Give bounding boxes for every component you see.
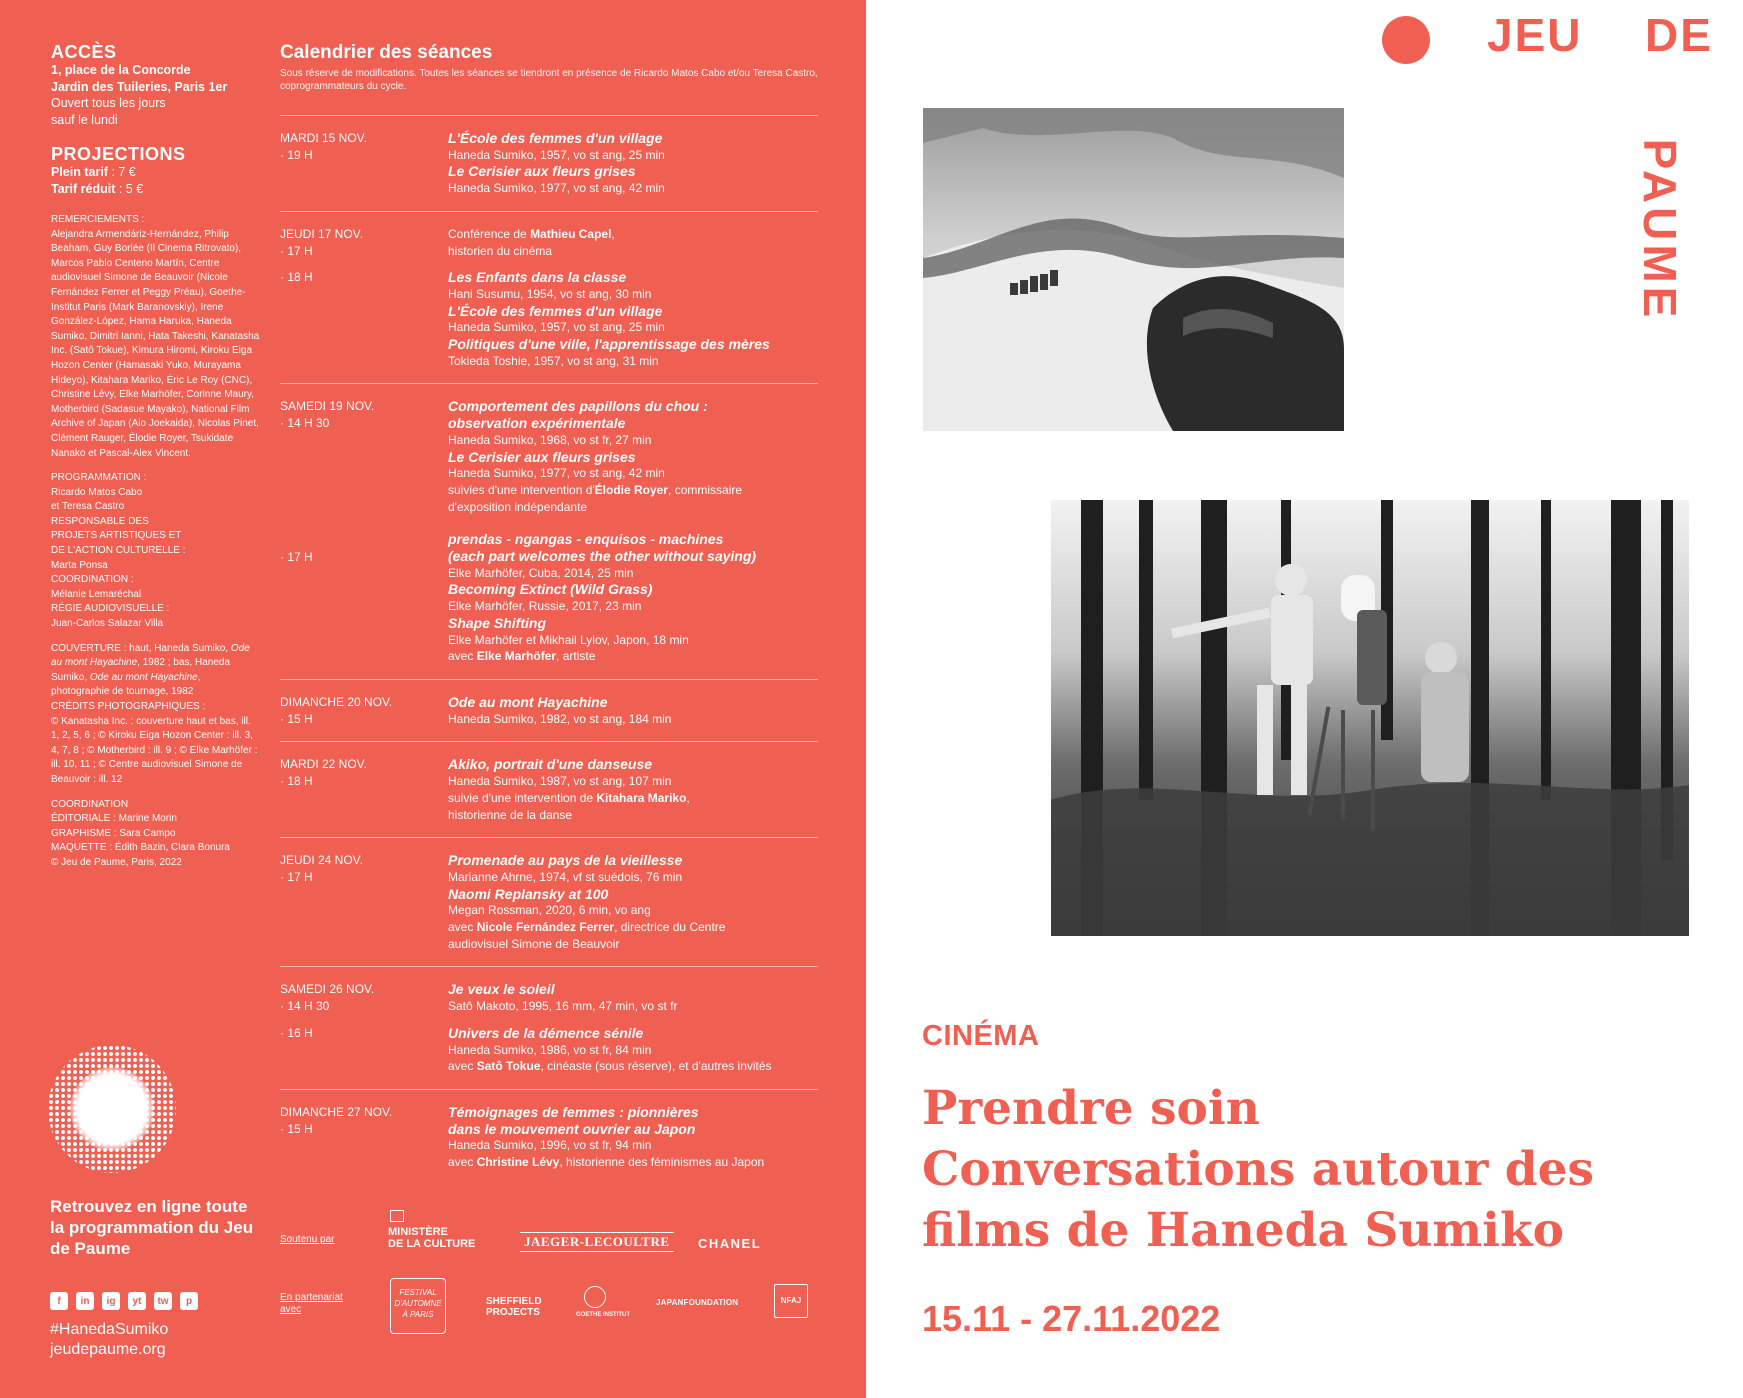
session-time: · 18 H bbox=[280, 774, 313, 789]
ministere-logo-text: MINISTÈRE bbox=[388, 1226, 448, 1238]
session-date: MARDI 15 NOV. bbox=[280, 131, 367, 145]
film-meta: Elke Marhöfer, Russie, 2017, 23 min bbox=[448, 599, 642, 614]
film-title: Univers de la démence sénile bbox=[448, 1024, 644, 1041]
partenariat-label: avec bbox=[280, 1304, 302, 1315]
film-meta: Haneda Sumiko, 1977, vo st ang, 42 min bbox=[448, 466, 665, 481]
film-title: Le Cerisier aux fleurs grises bbox=[448, 448, 636, 465]
session-time: · 17 H bbox=[280, 869, 313, 884]
soutenu-label: Soutenu par bbox=[280, 1234, 335, 1245]
film-title: dans le mouvement ouvrier au Japon bbox=[448, 1120, 696, 1137]
film-meta: Haneda Sumiko, 1977, vo st ang, 42 min bbox=[448, 181, 665, 196]
film-title: Becoming Extinct (Wild Grass) bbox=[448, 581, 653, 598]
address-line: Jardin des Tuileries, Paris 1er bbox=[51, 79, 228, 94]
film-title: Ode au mont Hayachine bbox=[448, 693, 608, 710]
film-title: Je veux le soleil bbox=[448, 981, 555, 998]
festival-automne-logo: FESTIVAL D'AUTOMNE À PARIS bbox=[390, 1278, 446, 1334]
calendar-entry bbox=[280, 130, 818, 197]
brand-dot bbox=[1382, 16, 1430, 64]
film-meta: Haneda Sumiko, 1986, vo st fr, 84 min bbox=[448, 1042, 652, 1057]
projections-heading: PROJECTIONS bbox=[51, 144, 186, 164]
session-date: SAMEDI 26 NOV. bbox=[280, 982, 375, 997]
session-date: JEUDI 24 NOV. bbox=[280, 853, 363, 868]
session-date: JEUDI 17 NOV. bbox=[280, 226, 363, 241]
calendar-entry: JEUDI 17 NOV. · 17 H · 18 H Conférence de Mathieu Capel, historien du cinéma Les Enfants dans la classe Hani Susumu, 1954, vo st ang, 30 min L'École des femmes d'un village Haneda Sumiko, 1957, vo st ang, 25 min Politiques d'une ville, l'apprentissage des mères Tokieda Toshie, 1957, vo st ang, 31 min bbox=[280, 226, 818, 370]
goethe-circle-icon bbox=[584, 1286, 606, 1308]
guest-line: avec Christine Lévy, historienne des féminismes au Japon bbox=[448, 1155, 765, 1170]
session-time: · 16 H bbox=[280, 1025, 313, 1040]
calendar-title: Calendrier des séances bbox=[280, 42, 493, 63]
twitter-icon[interactable]: tw bbox=[154, 1292, 172, 1310]
calendar-entry: JEUDI 24 NOV. · 17 H Promenade au pays de la vieillesse Marianne Ahrne, 1974, vf st suédois, 76 min Naomi Replansky at 100 Megan Rossman, 2020, 6 min, vo ang avec Nicole Fernández Ferrer, directrice du Centre audiovisuel Simone de Beauvoir bbox=[280, 852, 818, 952]
cycle-title bbox=[922, 1078, 1722, 1261]
social-links bbox=[50, 1292, 198, 1310]
credits-team: PROGRAMMATION : Ricardo Matos Cabo et Teresa Castro RESPONSABLE DES PROJETS ARTISTIQUES ET DE L'ACTION CULTURELLE : Marta Ponsa COORDINATION : Mélanie Lemaréchal RÉGIE AUDIOVISUELLE : Juan-Carlos Salazar Villa bbox=[51, 472, 186, 630]
film-title: Les Enfants dans la classe bbox=[448, 269, 627, 286]
film-title: (each part welcomes the other without saying) bbox=[448, 548, 757, 565]
session-time: · 17 H bbox=[280, 243, 313, 258]
session-date: SAMEDI 19 NOV. bbox=[280, 399, 375, 414]
goethe-logo-text: GOETHE INSTITUT bbox=[576, 1312, 630, 1318]
session-date: DIMANCHE 27 NOV. bbox=[280, 1104, 393, 1119]
japan-foundation-logo: JAPANFOUNDATION bbox=[656, 1298, 739, 1307]
film-meta: Haneda Sumiko, 1982, vo st ang, 184 min bbox=[448, 711, 672, 726]
film-title: Akiko, portrait d'une danseuse bbox=[448, 756, 653, 773]
linkedin-icon[interactable]: in bbox=[76, 1292, 94, 1310]
film-meta: Satô Makoto, 1995, 16 mm, 47 min, vo st fr bbox=[448, 999, 678, 1014]
title-line: films de Haneda Sumiko bbox=[922, 1203, 1564, 1258]
brand-word-de: DE bbox=[1645, 9, 1713, 61]
calendar-entry bbox=[280, 1104, 818, 1171]
halftone-circle-graphic bbox=[48, 1045, 176, 1173]
calendar-entry bbox=[280, 981, 818, 1075]
title-line: Conversations autour des bbox=[922, 1142, 1594, 1197]
remerciements-block bbox=[51, 213, 261, 461]
nfaj-logo-box bbox=[774, 1284, 808, 1318]
film-meta: Haneda Sumiko, 1968, vo st fr, 27 min bbox=[448, 432, 652, 447]
brand-word-paume: PAUME bbox=[1634, 138, 1686, 322]
ministere-logo-text: DE LA CULTURE bbox=[388, 1238, 476, 1250]
couverture-credits: COUVERTURE : haut, Haneda Sumiko, Ode au mont Hayachine, 1982 ; bas, Haneda Sumiko, Ode au mont Hayachine, photographie de tournage, 1982 CRÉDITS PHOTOGRAPHIQUES : © Kanatasha Inc. : couverture haut et bas, ill. 1, 2, 5, 6 ; © Kiroku Eiga Hozon Center : ill. 3, 4, 7, 8 ; © Motherbird : ill. 9 ; © Elke Marhöfer : ill. 10, 11 ; © Centre audiovisuel Simone de Beauvoir : ill. 12 bbox=[51, 642, 258, 785]
program-left-panel bbox=[0, 0, 866, 1398]
address-line: 1, place de la Concorde bbox=[51, 63, 191, 77]
film-title: prendas - ngangas - enquisos - machines bbox=[448, 531, 724, 548]
facebook-icon[interactable]: f bbox=[50, 1292, 68, 1310]
film-meta: Elke Marhöfer, Cuba, 2014, 25 min bbox=[448, 565, 634, 580]
title-line: Prendre soin bbox=[922, 1081, 1260, 1136]
calendar-entry: MARDI 22 NOV. · 18 H Akiko, portrait d'une danseuse Haneda Sumiko, 1987, vo st ang, 107 min suivie d'une intervention de Kitahara Mariko, historienne de la danse bbox=[280, 756, 818, 823]
sheffield-logo-text: PROJECTS bbox=[486, 1307, 540, 1318]
photo-mountain-landscape bbox=[923, 108, 1344, 431]
guest-line: avec Nicole Fernández Ferrer, directrice du Centre bbox=[448, 920, 726, 935]
film-meta: Haneda Sumiko, 1957, vo st ang, 25 min bbox=[448, 320, 665, 335]
film-meta: Haneda Sumiko, 1957, vo st ang, 25 min bbox=[448, 147, 665, 162]
guest-line: avec Elke Marhöfer, artiste bbox=[448, 649, 596, 664]
session-time: · 15 H bbox=[280, 711, 313, 726]
sponsor-row bbox=[280, 1196, 818, 1256]
film-meta: Haneda Sumiko, 1996, vo st fr, 94 min bbox=[448, 1138, 652, 1153]
film-meta: Tokieda Toshie, 1957, vo st ang, 31 min bbox=[448, 353, 659, 368]
photo-film-crew-forest bbox=[1051, 500, 1689, 936]
info-column bbox=[51, 42, 261, 871]
online-promo-text: Retrouvez en ligne toute la programmation du Jeu de Paume bbox=[50, 1197, 254, 1258]
editorial-credits: COORDINATION ÉDITORIALE : Marine Morin GRAPHISME : Sara Campo MAQUETTE : Édith Bazin, Clara Bonura © Jeu de Paume, Paris, 2022 bbox=[51, 798, 230, 868]
acces-heading: ACCÈS bbox=[51, 42, 117, 62]
film-title: Témoignages de femmes : pionnières bbox=[448, 1103, 699, 1120]
conference-line: Conférence de Mathieu Capel, bbox=[448, 226, 615, 241]
jaeger-lecoultre-logo: JAEGER-LECOULTRE bbox=[520, 1232, 674, 1252]
intervention-note: suivie d'une intervention de Kitahara Mariko, bbox=[448, 790, 690, 805]
session-time: · 19 H bbox=[280, 147, 313, 162]
hashtag: #HanedaSumiko bbox=[50, 1321, 169, 1338]
film-title: Politiques d'une ville, l'apprentissage des mères bbox=[448, 336, 770, 353]
remerciements-text: Alejandra Armendáriz-Hernández, Philip Beaham, Guy Borlée (Il Cinema Ritrovato), Marcos Pablo Centeno Martín, Centre audiovisuel Simone de Beauvoir (Nicole Fernández Ferrer et Peggy Préau), Goethe-Institut Paris (Mark Baranovskiy), Irene González-López, Hama Haruka, Haneda Sumiko, Dimitri Ianni, Hata Takeshi, Kanatasha Inc. (Satô Tokue), Kimura Hiromi, Kiroku Eiga Hozon Center (Hamasaki Yuko, Murayama Hideyo), Kitahara Mariko, Éric Le Roy (CNC), Christine Lévy, Elke Marhöfer, Corinne Maury, Motherbird (Sadasue Mayako), National Film Archive of Japan (Aio Joekaida), Nicolas Pinet, Clément Rauger, Élodie Royer, Tsukidate Nanako et Pascal-Alex Vincent. bbox=[51, 228, 260, 459]
film-title: Le Cerisier aux fleurs grises bbox=[448, 163, 636, 180]
sheffield-logo-text: SHEFFIELD bbox=[486, 1296, 542, 1307]
guest-line: avec Satô Tokue, cinéaste (sous réserve), et d'autres invités bbox=[448, 1059, 772, 1074]
republique-flag-icon bbox=[390, 1210, 404, 1222]
brand-word-jeu: JEU bbox=[1487, 9, 1583, 61]
forest-crew-image bbox=[1051, 500, 1689, 936]
instagram-icon[interactable]: ig bbox=[102, 1292, 120, 1310]
pinterest-icon[interactable]: p bbox=[180, 1292, 198, 1310]
partenariat-label: En partenariat bbox=[280, 1292, 343, 1303]
calendar-entry bbox=[280, 694, 818, 727]
remerciements-heading: REMERCIEMENTS : bbox=[51, 214, 145, 225]
calendar-entry: SAMEDI 19 NOV. · 14 H 30 · 17 H Comportement des papillons du chou : observation expérimentale Haneda Sumiko, 1968, vo st fr, 27 min Le Cerisier aux fleurs grises Haneda Sumiko, 1977, vo st ang, 42 min suivies d'une intervention d'Élodie Royer, commissaire d'exposition indépendante prendas - ngangas - enquisos - machines (each part welcomes the other without saying) Elke Marhöfer, Cuba, 2014, 25 min Becoming Extinct (Wild Grass) Elke Marhöfer, Russie, 2017, 23 min Shape Shifting Elke Marhöfer et Mikhail Lylov, Japon, 18 min avec Elke Marhöfer, artiste bbox=[280, 398, 818, 665]
price-reduced: Tarif réduit : 5 € bbox=[51, 181, 144, 196]
partner-row bbox=[280, 1288, 818, 1368]
session-time: · 14 H 30 bbox=[280, 416, 330, 431]
film-title: observation expérimentale bbox=[448, 415, 626, 432]
hours-line: sauf le lundi bbox=[51, 112, 118, 127]
nfaj-logo-text: NFAJ bbox=[780, 1296, 802, 1305]
youtube-icon[interactable]: yt bbox=[128, 1292, 146, 1310]
hours-line: Ouvert tous les jours bbox=[51, 96, 166, 110]
session-time: · 17 H bbox=[280, 549, 313, 564]
film-title: Promenade au pays de la vieillesse bbox=[448, 852, 683, 869]
price-full: Plein tarif : 7 € bbox=[51, 165, 136, 179]
calendar-subtitle: Sous réserve de modifications. Toutes les séances se tiendront en présence de Ricardo Matos Cabo et/ou Teresa Castro, coprogrammateurs du cycle. bbox=[280, 68, 818, 92]
film-meta: Hani Susumu, 1954, vo st ang, 30 min bbox=[448, 286, 652, 301]
film-meta: Marianne Ahrne, 1974, vf st suédois, 76 min bbox=[448, 869, 683, 884]
session-time: · 18 H bbox=[280, 270, 313, 285]
section-label-cinema: CINÉMA bbox=[922, 1020, 1040, 1052]
film-meta: Haneda Sumiko, 1987, vo st ang, 107 min bbox=[448, 774, 672, 789]
session-time: · 14 H 30 bbox=[280, 999, 330, 1014]
film-title: L'École des femmes d'un village bbox=[448, 302, 663, 319]
session-date: MARDI 22 NOV. bbox=[280, 757, 367, 772]
film-title: Comportement des papillons du chou : bbox=[448, 398, 708, 415]
website-link[interactable]: jeudepaume.org bbox=[50, 1341, 166, 1358]
session-date: DIMANCHE 20 NOV. bbox=[280, 694, 393, 709]
film-meta: Megan Rossman, 2020, 6 min, vo ang bbox=[448, 903, 651, 918]
film-title: Naomi Replansky at 100 bbox=[448, 885, 609, 902]
cycle-dates: 15.11 - 27.11.2022 bbox=[922, 1298, 1221, 1339]
calendar-column bbox=[280, 42, 818, 1171]
chanel-logo: CHANEL bbox=[698, 1236, 762, 1251]
film-title: L'École des femmes d'un village bbox=[448, 130, 663, 146]
session-time: · 15 H bbox=[280, 1121, 313, 1136]
mountain-scene-image bbox=[923, 108, 1344, 431]
intervention-note: suivies d'une intervention d'Élodie Royer, commissaire bbox=[448, 482, 743, 497]
film-meta: Elke Marhöfer et Mikhail Lylov, Japon, 18 min bbox=[448, 632, 689, 647]
film-title: Shape Shifting bbox=[448, 614, 546, 631]
